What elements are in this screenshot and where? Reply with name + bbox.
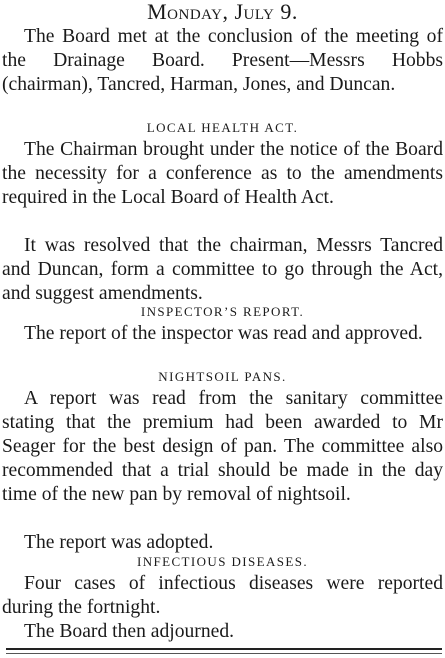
intro-paragraph: The Board met at the conclusion of the meeting of the Drainage Board. Present—Messrs Hobbs (chairman), Tancred, Harman, Jones, and Duncan. bbox=[2, 26, 443, 95]
health-paragraph-1: The Chairman brought under the notice of the Board the necessity for a conference as to the amendments required in the Local Board of Health Act. bbox=[2, 139, 443, 208]
health-paragraph-2: It was resolved that the chairman, Messrs Tancred and Duncan, form a committee to go through the Act, and suggest amendments. bbox=[2, 235, 443, 304]
inspector-paragraph: The report of the inspector was read and approved. bbox=[24, 323, 423, 344]
pans-adopted-paragraph: The report was adopted. bbox=[24, 532, 214, 553]
subhead-local-health-act: LOCAL HEALTH ACT. bbox=[146, 120, 299, 135]
closing-rule-thin bbox=[6, 653, 442, 654]
subhead-inspectors-report: INSPECTOR’S REPORT. bbox=[140, 304, 305, 319]
subhead-nightsoil-pans: NIGHTSOIL PANS. bbox=[158, 369, 287, 384]
closing-paragraph: The Board then adjourned. bbox=[24, 621, 235, 642]
date-heading: Monday, July 9. bbox=[147, 0, 298, 24]
subhead-infectious-diseases: INFECTIOUS DISEASES. bbox=[136, 554, 308, 569]
closing-rule-thick bbox=[6, 648, 442, 650]
infectious-paragraph: Four cases of infectious diseases were reported during the fortnight. bbox=[2, 573, 443, 618]
pans-paragraph: A report was read from the sanitary committee stating that the premium had been awarded to Mr Seager for the best design of pan. The committee also recommended that a trial should be made in the day time of the new pan by removal of nightsoil. bbox=[2, 388, 443, 505]
